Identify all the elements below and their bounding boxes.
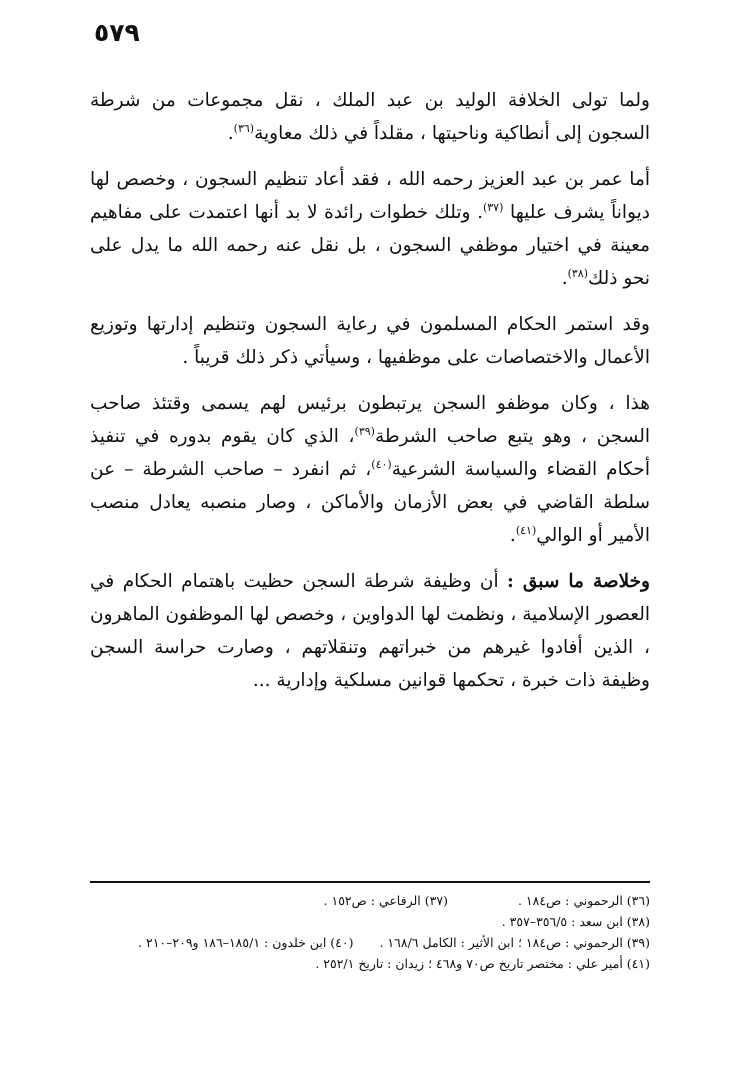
footnote-ref: (٣٩)	[354, 424, 375, 438]
footnote-37: (٣٧) الرفاعي : ص١٥٢ .	[323, 893, 448, 908]
footnote-36: (٣٦) الرحموني : ص١٨٤ .	[517, 893, 650, 908]
paragraph-1	[90, 84, 650, 150]
paragraph-4	[90, 387, 650, 552]
footnote-40: (٤٠) ابن خلدون : ١٨٥/١–١٨٦ و٢٠٩–٢١٠ .	[138, 935, 354, 950]
paragraph-text: وقد استمر الحكام المسلمون في رعاية السجون وتنظيم إدارتها وتوزيع الأعمال والاختصاصات على موظفيها ، وسيأتي ذكر ذلك قريباً .	[90, 314, 650, 368]
footnote-41: (٤١) أمير علي : مختصر تاريخ ص٧٠ و٤٦٨ ؛ زيدان : تاريخ ٢٥٢/١ .	[315, 956, 650, 971]
footnotes	[90, 890, 650, 974]
paragraph-3	[90, 308, 650, 374]
summary-text: أن وظيفة شرطة السجن حظيت باهتمام الحكام في العصور الإسلامية ، ونظمت لها الدواوين ، وخصص لها الموظفون الماهرون ، الذين أفادوا غيرهم من خبراتهم وتنقلاتهم ، وصارت حراسة السجن وظيفة ذات خبرة ، تحكمها قوانين مسلكية وإدارية ...	[90, 571, 650, 691]
paragraph-tail: ، ثم انفرد – صاحب الشرطة – عن سلطة القاضي في بعض الأزمان والأماكن ، وصار منصبه يعادل منصب الأمير أو الوالي	[90, 459, 650, 546]
footnote-ref: (٤٠)	[371, 457, 392, 471]
summary-paragraph	[90, 565, 650, 697]
body-text	[90, 84, 650, 697]
paragraph-tail: .	[509, 525, 516, 546]
summary-lead: وخلاصة ما سبق :	[507, 571, 650, 592]
paragraph-text: أما عمر بن عبد العزيز رحمه الله ، فقد أعاد تنظيم السجون ، وخصص لها ديواناً يشرف عليها	[90, 169, 650, 223]
footnote-ref: (٣٨)	[567, 266, 588, 280]
paragraph-text: ولما تولى الخلافة الوليد بن عبد الملك ، نقل مجموعات من شرطة السجون إلى أنطاكية وناحيتها ، مقلداً في ذلك معاوية	[90, 90, 650, 144]
footnote-line	[90, 953, 650, 974]
footnote-line	[90, 890, 650, 911]
paragraph-tail: ، الذي كان يقوم بدوره في تنفيذ أحكام القضاء والسياسة الشرعية	[90, 426, 651, 480]
paragraph-tail: . وتلك خطوات رائدة لا بد أنها اعتمدت على مفاهيم معينة في اختيار موظفي السجون ، بل نقل عنه رحمه الله ما يدل على نحو ذلك	[90, 202, 650, 289]
paragraph-tail: .	[561, 268, 568, 289]
footnote-ref: (٣٦)	[233, 121, 255, 135]
footnote-line	[90, 932, 650, 953]
footnote-divider	[90, 881, 650, 883]
footnote-ref: (٤١)	[515, 523, 537, 537]
page-number: ٥٧٩	[94, 18, 140, 47]
footnote-line	[90, 911, 650, 932]
paragraph-text: هذا ، وكان موظفو السجن يرتبطون برئيس لهم يسمى وقتئذ صاحب السجن ، وهو يتبع صاحب الشرطة	[90, 393, 650, 447]
paragraph-2	[90, 163, 650, 295]
paragraph-tail: .	[227, 123, 234, 144]
footnote-39: (٣٩) الرحموني : ص١٨٤ ؛ ابن الأثير : الكامل ١٦٨/٦ .	[379, 935, 650, 950]
footnote-ref: (٣٧)	[482, 200, 504, 214]
footnote-38: (٣٨) ابن سعد : ٣٥٦/٥–٣٥٧ .	[501, 914, 650, 929]
